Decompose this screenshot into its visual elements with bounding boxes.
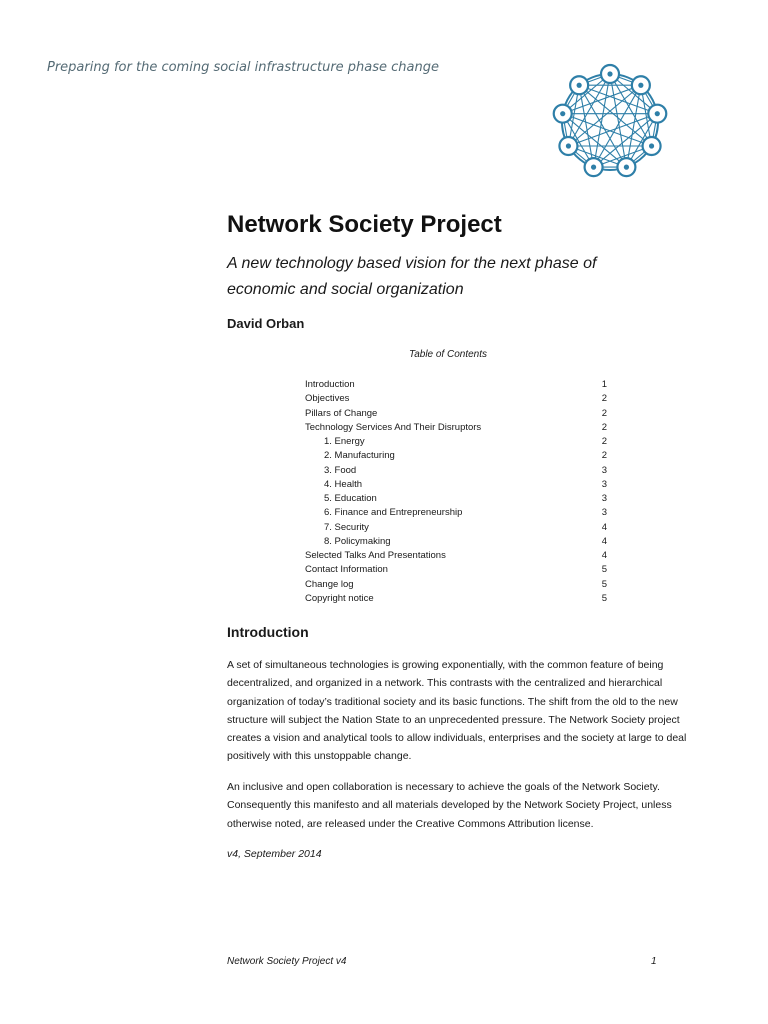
document-subtitle: A new technology based vision for the next phase of economic and social organization <box>227 255 597 298</box>
footer-page-number: 1 <box>651 956 657 967</box>
toc-entry[interactable] <box>305 464 607 478</box>
toc-entry-label: 7. Security <box>324 521 369 533</box>
version-note: v4, September 2014 <box>227 848 322 860</box>
toc-entry-label: 1. Energy <box>324 436 365 447</box>
toc-entry-page: 3 <box>601 464 607 476</box>
toc-entry[interactable] <box>305 421 607 435</box>
toc-entry-page: 5 <box>601 578 607 590</box>
toc-entry-label: 2. Manufacturing <box>324 450 395 462</box>
footer-title: Network Society Project v4 <box>227 956 347 967</box>
toc-entry-label: 5. Education <box>324 493 377 504</box>
toc-entry-page: 3 <box>601 493 607 504</box>
toc-entry-label: 8. Policymaking <box>324 535 391 547</box>
introduction-paragraph: An inclusive and open collaboration is necessary to achieve the goals of the Network Society. Consequently this manifesto and all materials developed by the Network Society Project, unless otherwise noted, are released under the Creative Commons Attribution license. <box>227 781 672 830</box>
toc-entry-page: 2 <box>601 450 607 462</box>
toc-entry-page: 5 <box>601 564 607 576</box>
toc-title: Table of Contents <box>409 349 488 360</box>
toc-entry-page: 2 <box>601 436 607 447</box>
toc-entry-page: 2 <box>601 421 607 433</box>
toc-entry-page: 5 <box>601 592 607 604</box>
toc-entry-label: Change log <box>305 578 354 590</box>
toc-entry[interactable] <box>305 378 607 392</box>
toc-entry-label: 6. Finance and Entrepreneurship <box>324 507 463 519</box>
introduction-heading: Introduction <box>227 624 309 640</box>
introduction-paragraph: A set of simultaneous technologies is growing exponentially, with the common feature of being decentralized, and organized in a network. This contrasts with the centralized and hierarchical organization of today’s traditional society and its basic functions. The shift from the old to the new structure will subject the Nation State to an unprecedented pressure. The Network Society project creates a vision and analytical tools to allow individuals, enterprises and the society at large to deal positively with this unstoppable change. <box>227 659 687 763</box>
toc-entry-label: Contact Information <box>305 564 388 576</box>
toc-entry[interactable] <box>305 407 607 421</box>
toc-entry-page: 4 <box>601 550 607 561</box>
toc-entry-page: 2 <box>601 407 607 419</box>
toc-entry-label: Objectives <box>305 393 350 405</box>
toc-entry-page: 3 <box>601 507 607 519</box>
toc-entry[interactable] <box>305 549 607 563</box>
network-mesh-icon <box>550 60 670 184</box>
toc-entry-page: 2 <box>601 393 607 405</box>
toc-entry[interactable] <box>305 592 607 606</box>
header-tagline: Preparing for the coming social infrastructure phase change <box>47 60 440 75</box>
table-of-contents <box>305 378 607 606</box>
toc-entry-label: Pillars of Change <box>305 407 378 419</box>
toc-entry[interactable] <box>305 392 607 406</box>
toc-entry-page: 4 <box>601 535 607 547</box>
toc-entry[interactable] <box>305 506 607 520</box>
author-name: David Orban <box>227 316 305 331</box>
toc-entry[interactable] <box>305 478 607 492</box>
toc-entry[interactable] <box>305 578 607 592</box>
toc-entry[interactable] <box>305 492 607 506</box>
toc-entry[interactable] <box>305 449 607 463</box>
toc-entry-page: 1 <box>601 379 607 390</box>
toc-entry[interactable] <box>305 435 607 449</box>
toc-entry-label: 4. Health <box>324 478 363 490</box>
toc-entry-label: Technology Services And Their Disruptors <box>305 421 482 433</box>
toc-entry-label: Introduction <box>305 379 355 390</box>
toc-entry[interactable] <box>305 521 607 535</box>
document-title: Network Society Project <box>227 211 502 238</box>
toc-entry[interactable] <box>305 535 607 549</box>
toc-entry-label: Copyright notice <box>305 592 374 604</box>
toc-entry-label: 3. Food <box>324 464 357 476</box>
toc-entry-label: Selected Talks And Presentations <box>305 550 446 561</box>
toc-entry-page: 3 <box>601 478 607 490</box>
toc-entry[interactable] <box>305 563 607 577</box>
toc-entry-page: 4 <box>601 521 607 533</box>
